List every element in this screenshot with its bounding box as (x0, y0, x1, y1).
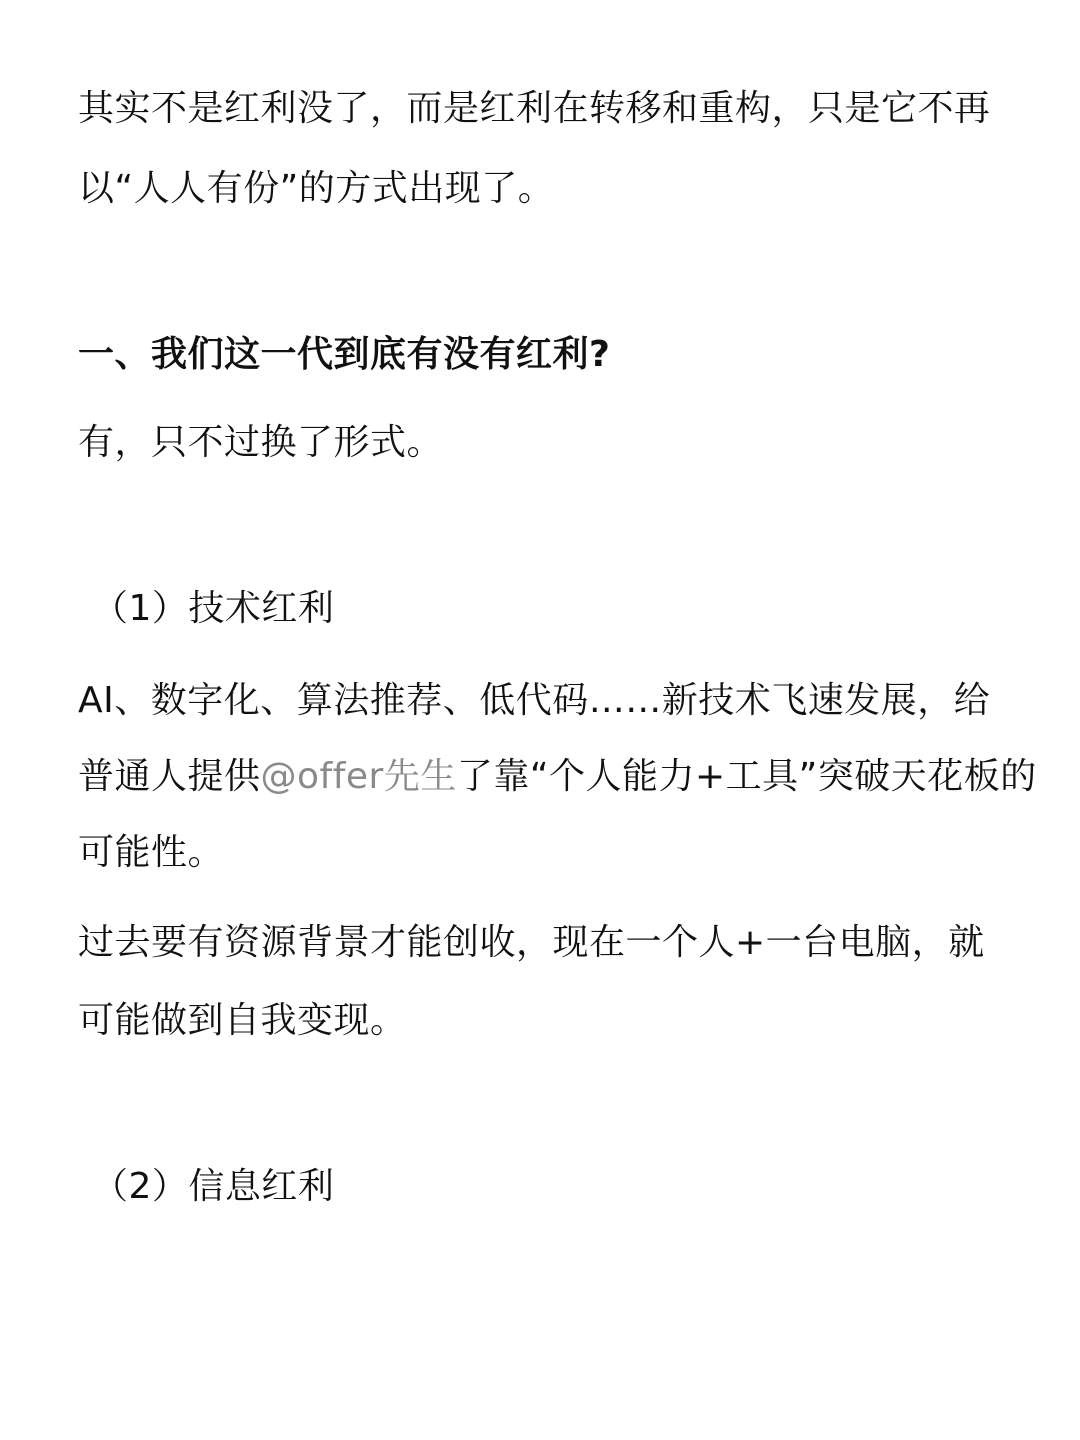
intro-line-2: 以“人人有份”的方式出现了。 (78, 168, 555, 209)
tech-heading: （1）技术红利 (92, 588, 335, 629)
tech-para2-line1: 过去要有资源背景才能创收，现在一个人+一台电脑，就 (78, 922, 985, 963)
tech-para1-line3: 可能性。 (78, 832, 225, 873)
intro-line-1: 其实不是红利没了，而是红利在转移和重构，只是它不再 (78, 88, 991, 129)
tech-para1-text-before: 普通人提供 (78, 756, 261, 797)
info-heading: （2）信息红利 (92, 1166, 335, 1207)
tech-para1-line1: AI、数字化、算法推荐、低代码……新技术飞速发展，给 (78, 680, 991, 721)
user-mention-link[interactable]: @offer先生 (260, 756, 457, 797)
section-answer: 有，只不过换了形式。 (78, 422, 444, 463)
tech-para2-line2: 可能做到自我变现。 (78, 1000, 407, 1041)
tech-para1-line2 (78, 748, 1037, 799)
tech-para1-text-after: 了靠“个人能力+工具”突破天花板的 (456, 756, 1037, 797)
section-heading: 一、我们这一代到底有没有红利? (78, 334, 611, 375)
